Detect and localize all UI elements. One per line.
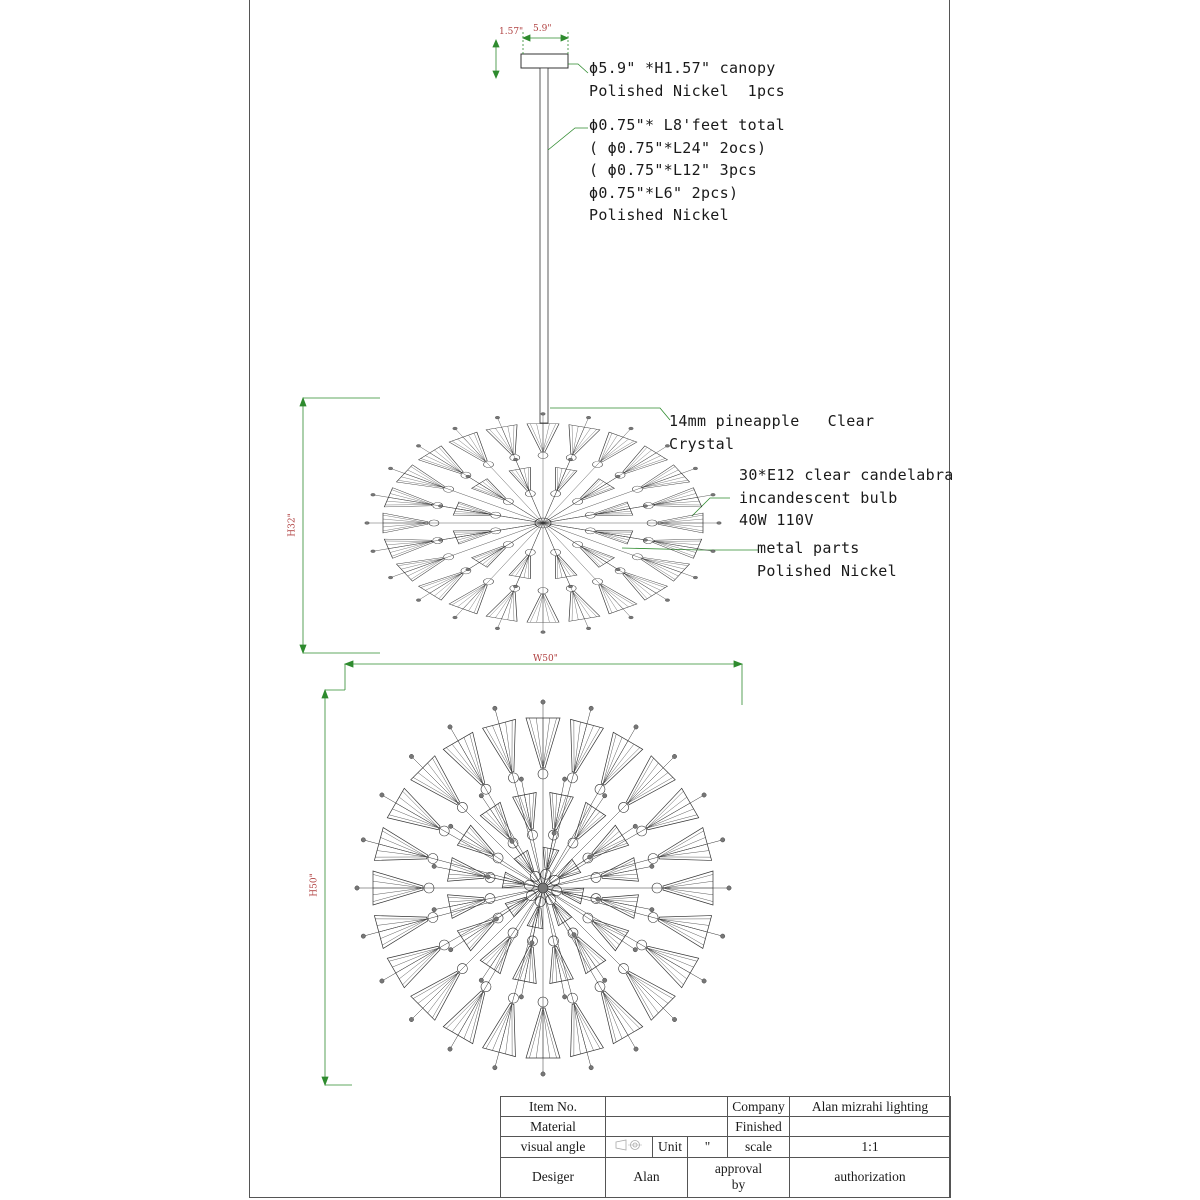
bulb-annotation: 30*E12 clear candelabra incandescent bulb 40W 110V bbox=[739, 466, 954, 529]
scale-value: 1:1 bbox=[790, 1137, 951, 1157]
projection-symbol-icon bbox=[606, 1137, 653, 1157]
material-label: Material bbox=[501, 1117, 606, 1137]
fixture-height-dimension: H32" bbox=[287, 513, 298, 537]
designer-value: Alan bbox=[606, 1157, 688, 1197]
top-view-dimension-lines bbox=[322, 690, 352, 1085]
title-block bbox=[500, 1096, 951, 1198]
company-value: Alan mizrahi lighting bbox=[790, 1097, 951, 1117]
approval-label: approval by bbox=[688, 1157, 790, 1197]
finished-value bbox=[790, 1117, 951, 1137]
third-angle-projection-icon bbox=[614, 1139, 644, 1151]
item-no-label: Item No. bbox=[501, 1097, 606, 1117]
top-view-fixture bbox=[355, 700, 731, 1076]
scale-label: scale bbox=[728, 1137, 790, 1157]
material-value bbox=[606, 1117, 728, 1137]
canopy-width-dimension: 5.9" bbox=[533, 24, 552, 34]
designer-label: Desiger bbox=[501, 1157, 606, 1197]
finished-label: Finished bbox=[728, 1117, 790, 1137]
crystal-annotation: 14mm pineapple Clear Crystal bbox=[669, 412, 875, 453]
item-no-value bbox=[606, 1097, 728, 1117]
top-view-height-dimension: H50" bbox=[309, 873, 320, 897]
canopy-shape bbox=[521, 54, 568, 68]
metal-annotation: metal parts Polished Nickel bbox=[757, 539, 897, 580]
company-label: Company bbox=[728, 1097, 790, 1117]
rod-annotation: ϕ0.75"* L8'feet total ( ϕ0.75"*L24" 2ocs) ( ϕ0.75"*L12" 3pcs ϕ0.75"*L6" 2pcs) Polished Nickel bbox=[589, 116, 785, 224]
rod-shape bbox=[540, 68, 548, 423]
unit-value: " bbox=[688, 1137, 728, 1157]
side-view-fixture bbox=[365, 413, 721, 634]
unit-label: Unit bbox=[653, 1137, 688, 1157]
canopy-height-dimension: 1.57" bbox=[499, 27, 524, 37]
authorization-label: authorization bbox=[790, 1157, 951, 1197]
visual-angle-label: visual angle bbox=[501, 1137, 606, 1157]
fixture-width-dimension: W50" bbox=[533, 654, 558, 664]
canopy-annotation: ϕ5.9" *H1.57" canopy Polished Nickel 1pcs bbox=[589, 59, 785, 100]
